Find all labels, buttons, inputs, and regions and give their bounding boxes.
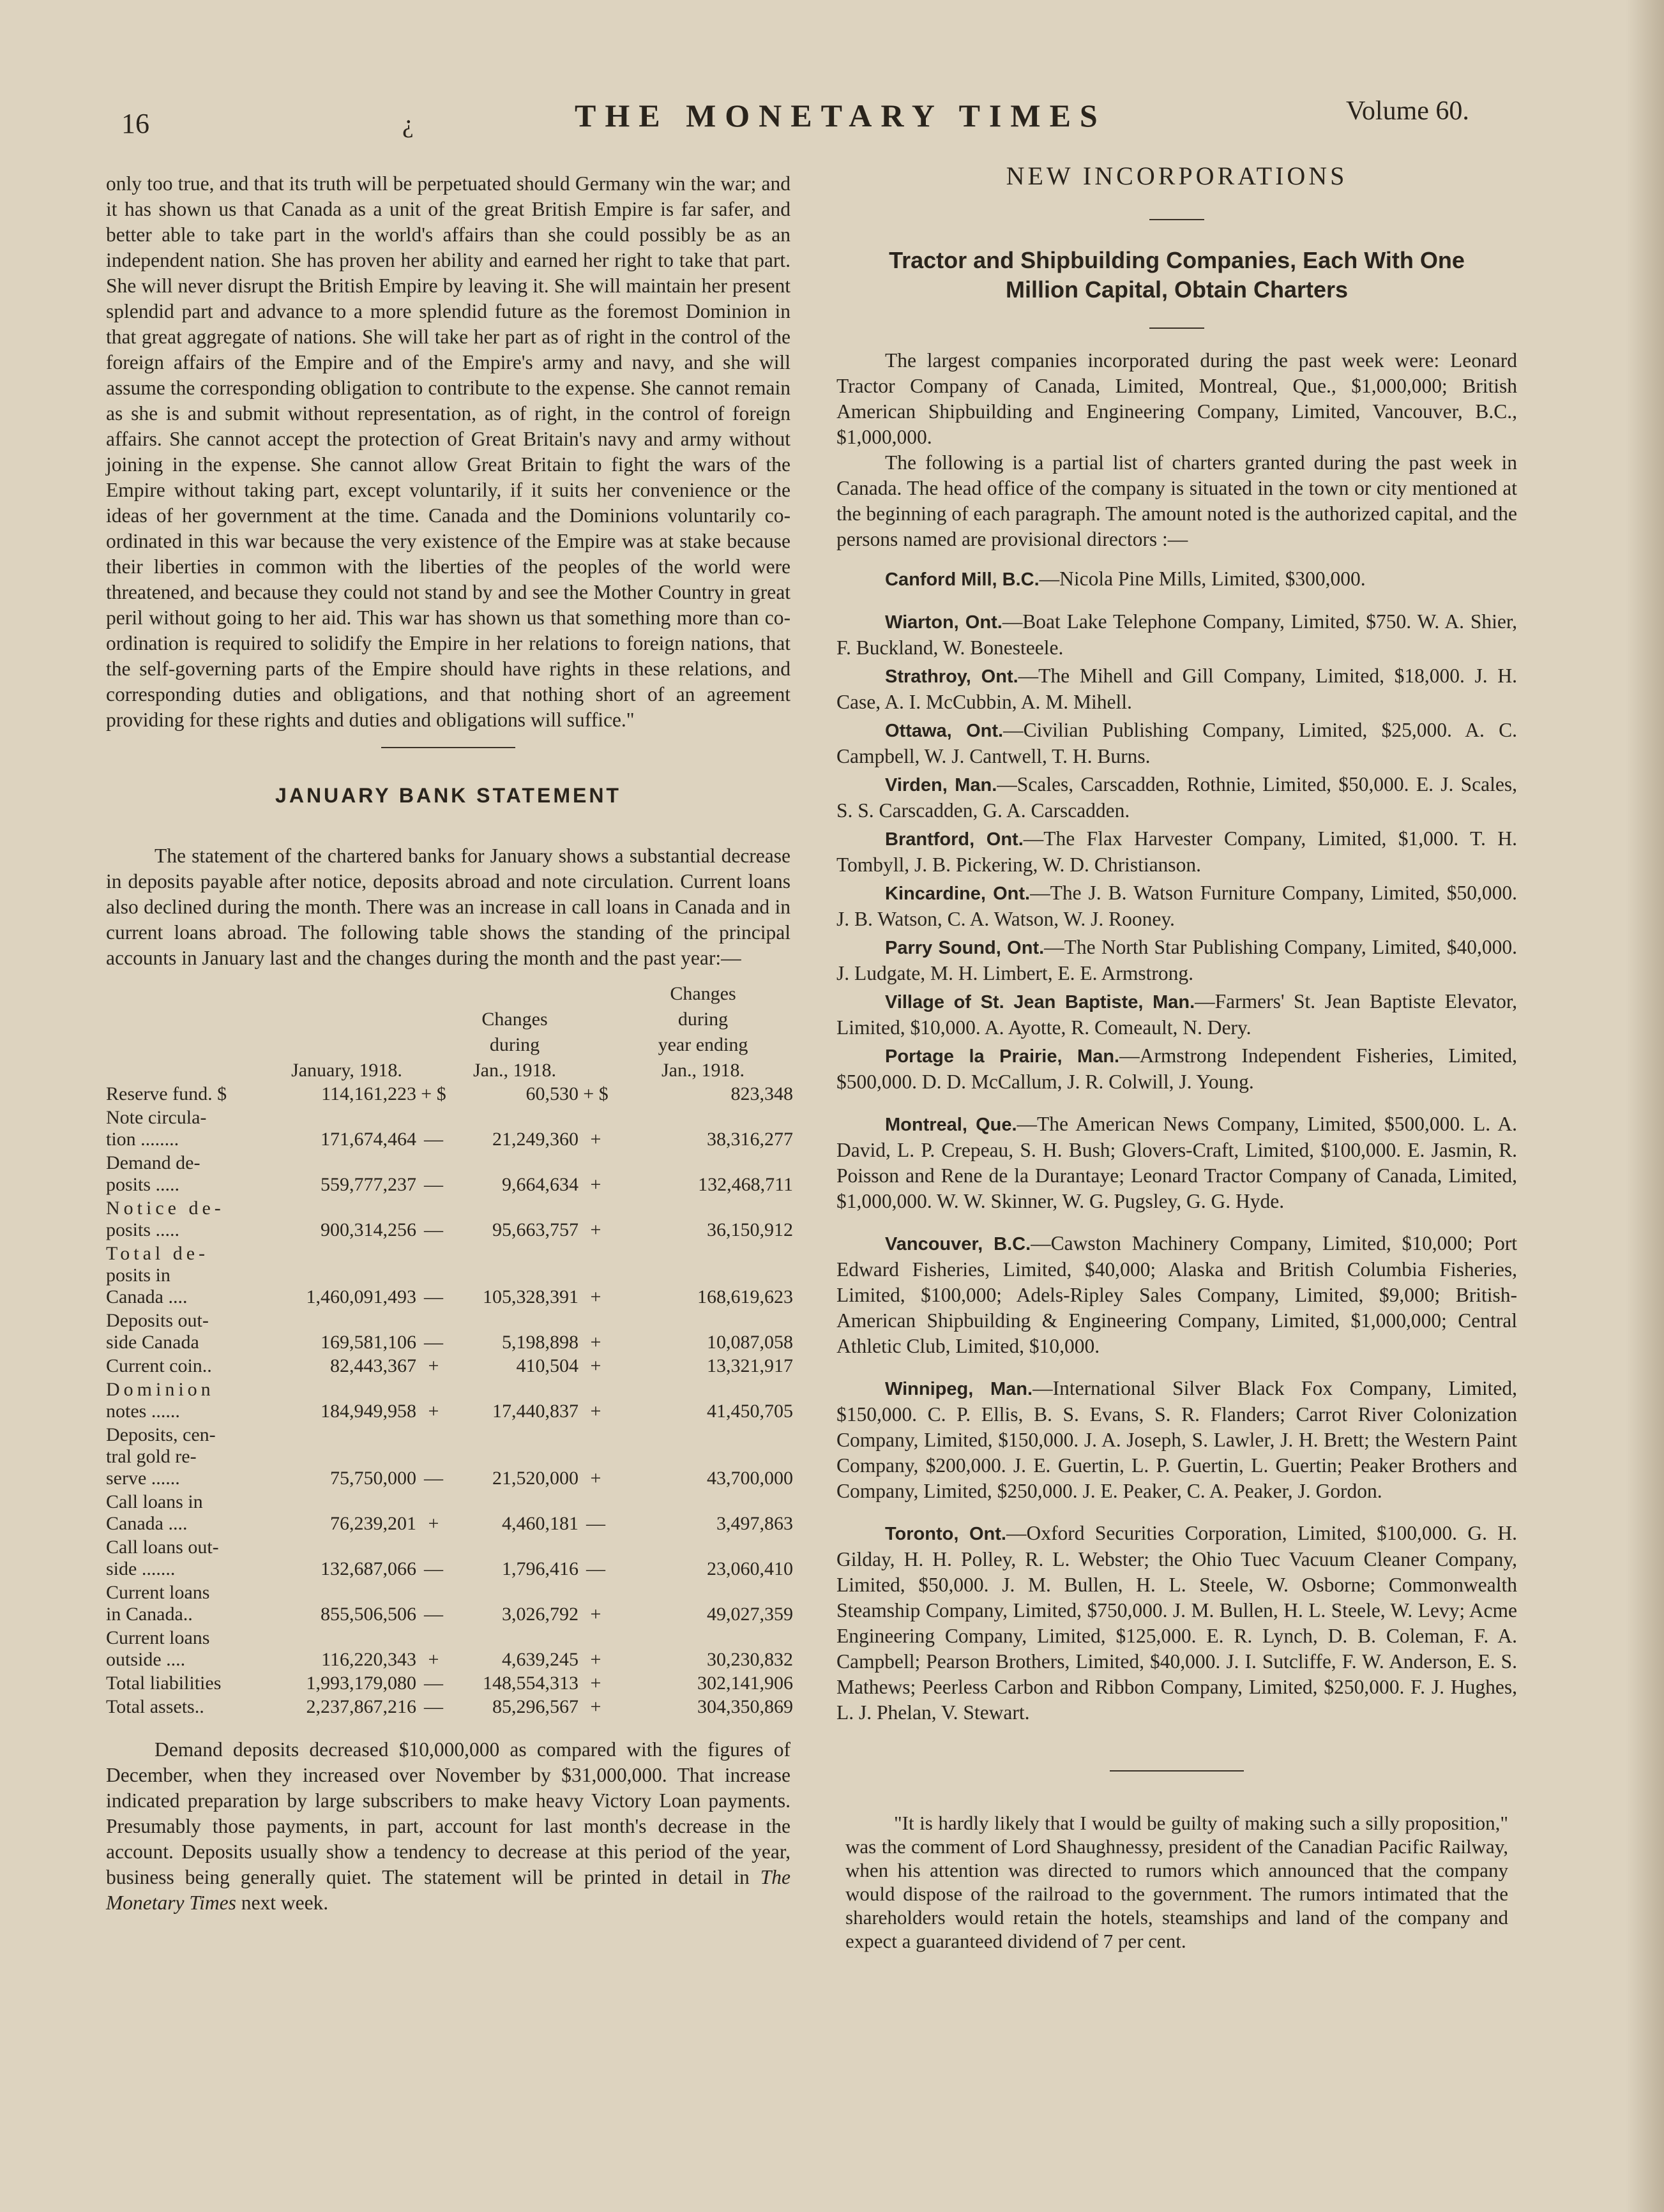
cell-sign-year: +	[590, 1355, 601, 1376]
entry-location: Village of St. Jean Baptiste, Man.	[885, 992, 1195, 1012]
table-row	[106, 1265, 793, 1286]
cell-year-change: 304,350,869	[697, 1696, 793, 1717]
cell-january: 1,993,179,080	[306, 1673, 416, 1694]
table-row	[106, 1604, 793, 1625]
closing-divider	[1110, 1770, 1244, 1772]
incorporations-heading: NEW INCORPORATIONS	[1006, 162, 1348, 190]
col-head-january: January, 1918.	[291, 1060, 402, 1081]
table-row	[106, 1174, 793, 1196]
incorporation-entry	[836, 609, 1517, 661]
cell-month-change: 1,796,416	[502, 1558, 579, 1579]
row-label: Canada ....	[106, 1513, 188, 1534]
section-divider	[381, 747, 515, 748]
entry-location: Wiarton, Ont.	[885, 612, 1002, 633]
incorporation-entry	[836, 1376, 1517, 1504]
cell-year-change: 30,230,832	[707, 1649, 793, 1670]
entry-location: Strathroy, Ont.	[885, 666, 1018, 687]
closing-text: Demand deposits decreased $10,000,000 as compared with the figures of December, when they increased over November by $31,000,000. That increase indicated preparation by large subscribers to make heavy Victory Loan payments. Presumably those payments, in part, account for last month's decrease in the account. Deposits usually show a tendency to decrease at this period of the year, business being generally quiet. The statement will be printed in detail in	[106, 1738, 790, 1888]
incorporation-entry	[836, 826, 1517, 878]
row-label: Total de-	[106, 1243, 209, 1264]
cell-year-change: 13,321,917	[707, 1355, 793, 1376]
cell-sign-year: —	[586, 1558, 605, 1579]
cell-month-change: 410,504	[516, 1355, 579, 1376]
table-row	[106, 1422, 793, 1446]
cell-sign-year: —	[586, 1513, 605, 1534]
cell-sign-year: +	[590, 1332, 601, 1353]
closing-end: next week.	[241, 1892, 329, 1914]
table-row	[106, 1468, 793, 1489]
incorporation-entry	[836, 1521, 1517, 1726]
cell-sign-month: —	[424, 1332, 443, 1353]
cell-january: 116,220,343	[321, 1649, 416, 1670]
table-row	[106, 1446, 793, 1468]
row-label: side Canada	[106, 1332, 199, 1353]
entry-details: —The Mihell and Gill Company, Limited, $18,000. J. H. Case, A. I. McCubbin, A. M. Mihell.	[836, 665, 1517, 713]
row-label: Demand de-	[106, 1152, 200, 1173]
incorporation-entry	[836, 566, 1517, 592]
cell-month-change: 148,554,313	[483, 1673, 579, 1694]
row-label: Call loans out-	[106, 1537, 219, 1558]
cell-sign-month: —	[424, 1219, 443, 1240]
entry-details: —International Silver Black Fox Company, Limited, $150,000. C. P. Ellis, B. S. Evans, S. R. Flanders; Carrot River Colonization Company, Limited, $150,000. J. A. Joseph, S. Lawler, J. H. Brett; the Western Paint Company, $200,000. J. E. Guertin, L. P. Guertin, L. Guertin; Peaker Brothers and Company, Limited, $250,000. J. E. Peaker, C. A. Peaker, J. Gordon.	[836, 1377, 1518, 1502]
cell-year-change: 36,150,912	[707, 1219, 793, 1240]
cell-year-change: 43,700,000	[707, 1468, 793, 1489]
row-label: Deposits out-	[106, 1310, 209, 1331]
incorporation-entry	[836, 1043, 1517, 1095]
cell-month-change: 9,664,634	[502, 1174, 579, 1195]
cell-sign-month: +	[428, 1513, 439, 1534]
entry-location: Montreal, Que.	[885, 1115, 1017, 1135]
cell-year-change: 3,497,863	[716, 1513, 793, 1534]
table-row	[106, 1308, 793, 1332]
table-row	[106, 1671, 793, 1694]
row-label: notes ......	[106, 1401, 180, 1422]
cell-january: 171,674,464	[321, 1129, 416, 1150]
row-label: in Canada..	[106, 1604, 193, 1625]
col-head-year-2: during	[677, 1009, 729, 1030]
cell-year-change: 38,316,277	[707, 1129, 793, 1150]
cell-sign-month: + $	[421, 1083, 446, 1104]
page-number: 16	[121, 108, 149, 139]
row-label: Total liabilities	[106, 1673, 222, 1694]
row-label: tion ........	[106, 1129, 179, 1150]
col-head-year-1: Changes	[670, 983, 736, 1004]
incorporations-intro-2: The following is a partial list of charters granted during the past week in Canada. The head office of the company is situated in the town or city mentioned at the beginning of each paragraph. The amount noted is the authorized capital, and the persons named are provisional directors :—	[836, 451, 1517, 550]
cell-sign-year: +	[590, 1286, 601, 1307]
cell-january: 855,506,506	[321, 1604, 416, 1625]
cell-sign-year: +	[590, 1129, 601, 1150]
entry-details: —Armstrong Independent Fisheries, Limited, $500,000. D. D. McCallum, J. R. Colwill, J. Young.	[836, 1044, 1517, 1093]
table-row	[106, 1353, 793, 1377]
cell-year-change: 168,619,623	[697, 1286, 793, 1307]
table-row	[106, 1535, 793, 1558]
cell-january: 132,687,066	[321, 1558, 416, 1579]
cell-sign-year: +	[590, 1696, 601, 1717]
entry-details: —Nicola Pine Mills, Limited, $300,000.	[1039, 568, 1366, 590]
row-label: Current loans	[106, 1627, 210, 1648]
table-row	[106, 1558, 793, 1580]
cell-sign-year: +	[590, 1174, 601, 1195]
table-row	[106, 1377, 793, 1401]
bank-statement-intro: The statement of the chartered banks for January shows a substantial decrease in deposits payable after notice, deposits abroad and note circulation. Current loans also declined during the month. There was an increase in call loans in Canada and in current loans abroad. The following table shows the standing of the principal accounts in January last and the changes during the month and the past year:—	[106, 845, 790, 969]
entry-location: Kincardine, Ont.	[885, 884, 1031, 904]
entry-location: Canford Mill, B.C.	[885, 569, 1040, 590]
cell-sign-month: —	[424, 1468, 443, 1489]
volume-label: Volume 60.	[1346, 96, 1469, 126]
cell-sign-month: +	[428, 1401, 439, 1422]
article-continuation-text: only too true, and that its truth will be perpetuated should Germany win the war; and it has shown us that Canada as a unit of the great British Empire is far safer, and better able to take part in the world's affairs than she could possibly be as an independent nation. She has proven her ability and earned her right to take that part. She will never disrupt the British Empire by leaving it. She will maintain her present splendid part and advance to a more splendid future as the foremost Dominion in that great aggregate of nations. She will take her part as of right in the control of the foreign affairs of the Empire and of the Empire's army and navy, and she will assume the corresponding obligation to contribute to the expense. She cannot remain as she is and submit without representation, as of right, in the control of foreign affairs. She cannot accept the protection of Great Britain's navy and army without joining in the expense. She cannot allow Great Britain to fight the wars of the Empire without taking part, except voluntarily, if it suits her convenience or the ideas of her government at the time. Canada and the Dominions voluntarily co-ordinated in this war because the very existence of the Empire was at stake because their liberties in common with the liberties of the peoples of the world were threatened, and because they could not stand by and see the Mother Country in great peril without going to her aid. This war has shown us that something more than co-ordination is required to solidify the Empire in her relations to foreign nations, that the self-governing parts of the Empire should have rights in these relations, and corresponding duties and obligations, and that nothing short of an agreement providing for these rights and duties and obligations will suffice."	[106, 172, 790, 731]
cell-sign-year: +	[590, 1468, 601, 1489]
cell-january: 82,443,367	[330, 1355, 416, 1376]
incorporation-entry	[836, 935, 1517, 986]
cell-year-change: 302,141,906	[697, 1673, 793, 1694]
cell-january: 114,161,223	[321, 1083, 416, 1104]
row-label: Canada ....	[106, 1286, 188, 1307]
cell-sign-month: —	[424, 1696, 443, 1717]
table-row	[106, 1649, 793, 1671]
left-column	[106, 171, 793, 1916]
row-label: Note circula-	[106, 1107, 207, 1128]
cell-sign-year: +	[590, 1649, 601, 1670]
cell-month-change: 4,460,181	[502, 1513, 579, 1534]
cell-month-change: 3,026,792	[502, 1604, 579, 1625]
incorporation-entry	[836, 718, 1517, 769]
subhead-rule	[1149, 327, 1204, 329]
incorporation-entry	[836, 663, 1517, 715]
row-label: side .......	[106, 1558, 176, 1579]
row-label: outside ....	[106, 1649, 186, 1670]
incorporation-list	[836, 566, 1517, 1726]
cell-sign-year: + $	[583, 1083, 609, 1104]
table-row	[106, 1129, 793, 1150]
cell-january: 76,239,201	[330, 1513, 416, 1534]
shaughnessy-quote: "It is hardly likely that I would be guilty of making such a silly proposition," was the comment of Lord Shaughnessy, president of the Canadian Pacific Railway, when his attention was directed to rumors which announced that the company would dispose of the railroad to the government. The rumors intimated that the shareholders would retain the hotels, steamships and land of the company and expect a guaranteed dividend of 7 per cent.	[845, 1812, 1508, 1952]
cell-month-change: 21,520,000	[492, 1468, 579, 1489]
cell-sign-month: —	[424, 1174, 443, 1195]
cell-january: 2,237,867,216	[306, 1696, 416, 1717]
row-label: Dominion	[106, 1379, 215, 1400]
row-label: serve ......	[106, 1468, 180, 1489]
cell-month-change: 4,639,245	[502, 1649, 579, 1670]
cell-month-change: 105,328,391	[483, 1286, 579, 1307]
entry-location: Brantford, Ont.	[885, 829, 1024, 850]
col-head-month-2: during	[489, 1034, 540, 1055]
table-row	[106, 1332, 793, 1353]
table-row	[106, 1625, 793, 1649]
entry-location: Portage la Prairie, Man.	[885, 1046, 1120, 1067]
cell-sign-month: +	[428, 1355, 439, 1376]
cell-month-change: 21,249,360	[492, 1129, 579, 1150]
cell-sign-year: +	[590, 1219, 601, 1240]
bank-statement-table	[106, 981, 793, 1718]
row-label: posits .....	[106, 1219, 180, 1240]
entry-location: Vancouver, B.C.	[885, 1234, 1031, 1254]
col-head-month-3: Jan., 1918.	[473, 1060, 556, 1081]
incorporation-entry	[836, 880, 1517, 932]
entry-details: —Farmers' St. Jean Baptiste Elevator, Limited, $10,000. A. Ayotte, R. Comeault, N. Dery.	[836, 990, 1517, 1039]
row-label: posits .....	[106, 1174, 180, 1195]
entry-details: —The American News Company, Limited, $500,000. L. A. David, L. P. Crepeau, S. H. Bush; Glovers-Craft, Limited, $100,000. E. Jasmin, R. Poisson and Rene de la Durantaye; Leonard Tractor Company of Canada, Limited, $1,000,000. W. W. Skinner, W. G. Pugsley, G. G. Hyde.	[836, 1113, 1517, 1212]
cell-month-change: 85,296,567	[492, 1696, 579, 1717]
heading-rule	[1149, 219, 1204, 220]
cell-year-change: 23,060,410	[707, 1558, 793, 1579]
row-label: Call loans in	[106, 1491, 203, 1512]
bank-statement-heading: JANUARY BANK STATEMENT	[275, 784, 621, 807]
entry-details: —Cawston Machinery Company, Limited, $10,000; Port Edward Fisheries, Limited, $40,000; Alaska and British Columbia Fisheries, Limited, $100,000; Adels-Ripley Sales Company, Limited, $9,000; British-American Shipbuilding & Engineering Company, Limited, $1,000,000; Central Athletic Club, Limited, $10,000.	[836, 1232, 1518, 1357]
cell-sign-month: —	[424, 1286, 443, 1307]
entry-location: Virden, Man.	[885, 775, 997, 795]
row-label: Notice de-	[106, 1198, 225, 1219]
entry-details: —Oxford Securities Corporation, Limited, $100,000. G. H. Gilday, H. H. Polley, R. L. Webster; the Ohio Tuec Vacuum Cleaner Company, Limited, $50,000. J. M. Bullen, H. L. Steele, W. Osborne; Commonwealth Steamship Company, Limited, $750,000. J. M. Bullen, H. L. Steele, W. Levy; Acme Engineering Company, Limited, $125,000. E. R. Lynch, D. B. Coleman, F. A. Campbell; Pearson Brothers, Limited, $40,000. J. I. Sutcliffe, F. W. Anderson, E. S. Mathews; Peerless Carbon and Ribbon Company, Limited, $250,000. F. J. Hughes, L. J. Phelan, V. Stewart.	[836, 1522, 1517, 1724]
row-label: Total assets..	[106, 1696, 204, 1717]
cell-month-change: 17,440,837	[492, 1401, 579, 1422]
cell-sign-year: +	[590, 1673, 601, 1694]
table-row	[106, 1401, 793, 1422]
incorporations-subhead-1: Tractor and Shipbuilding Companies, Each With One	[889, 247, 1465, 273]
entry-location: Ottawa, Ont.	[885, 721, 1004, 741]
table-row	[106, 1513, 793, 1535]
row-label: posits in	[106, 1265, 170, 1286]
cell-year-change: 41,450,705	[707, 1401, 793, 1422]
cell-year-change: 10,087,058	[707, 1332, 793, 1353]
closing-italic-title: The Monetary Times	[106, 1866, 790, 1914]
incorporations-intro-1: The largest companies incorporated during the past week were: Leonard Tractor Company of Canada, Limited, Montreal, Que., $1,000,000; British American Shipbuilding and Engineering Company, Limited, Vancouver, B.C., $1,000,000.	[836, 349, 1517, 448]
cell-sign-month: —	[424, 1558, 443, 1579]
cell-sign-year: +	[590, 1401, 601, 1422]
entry-details: —The J. B. Watson Furniture Company, Limited, $50,000. J. B. Watson, C. A. Watson, W. J. Rooney.	[836, 882, 1517, 930]
entry-location: Parry Sound, Ont.	[885, 938, 1045, 958]
cell-january: 169,581,106	[321, 1332, 416, 1353]
cell-sign-year: +	[590, 1604, 601, 1625]
cell-sign-month: —	[424, 1673, 443, 1694]
cell-year-change: 49,027,359	[707, 1604, 793, 1625]
entry-details: —Scales, Carscadden, Rothnie, Limited, $50,000. E. J. Scales, S. S. Carscadden, G. A. Carscadden.	[836, 773, 1517, 822]
cell-year-change: 823,348	[730, 1083, 793, 1104]
row-label: Current loans	[106, 1582, 210, 1603]
table-row	[106, 1196, 793, 1219]
cell-month-change: 95,663,757	[492, 1219, 579, 1240]
cell-month-change: 5,198,898	[502, 1332, 579, 1353]
bank-statement-closing	[106, 1737, 790, 1916]
incorporations-subhead-2: Million Capital, Obtain Charters	[1005, 276, 1349, 303]
table-row	[106, 1083, 793, 1105]
col-head-year-4: Jan., 1918.	[662, 1060, 745, 1081]
table-row	[106, 1286, 793, 1308]
entry-details: —The Flax Harvester Company, Limited, $1,000. T. H. Tombyll, J. B. Pickering, W. D. Christianson.	[836, 827, 1517, 876]
printer-mark: ¿	[402, 109, 414, 138]
page-edge-shadow	[1626, 0, 1664, 2212]
cell-january: 1,460,091,493	[306, 1286, 416, 1307]
table-row	[106, 1489, 793, 1513]
cell-sign-month: +	[428, 1649, 439, 1670]
table-row	[106, 1580, 793, 1604]
cell-sign-month: —	[424, 1129, 443, 1150]
cell-january: 900,314,256	[321, 1219, 416, 1240]
incorporation-entry	[836, 1231, 1517, 1359]
incorporation-entry	[836, 772, 1517, 824]
cell-sign-month: —	[424, 1604, 443, 1625]
incorporation-entry	[836, 1111, 1517, 1214]
entry-details: —Boat Lake Telephone Company, Limited, $750. W. A. Shier, F. Buckland, W. Bonesteele.	[836, 610, 1517, 659]
table-row	[106, 1150, 793, 1174]
table-row	[106, 1105, 793, 1129]
table-row	[106, 1241, 793, 1265]
table-row	[106, 1219, 793, 1241]
row-label: Current coin..	[106, 1355, 212, 1376]
table-header-row	[106, 981, 793, 1007]
entry-location: Toronto, Ont.	[885, 1524, 1006, 1544]
row-label: Deposits, cen-	[106, 1424, 216, 1445]
cell-january: 75,750,000	[330, 1468, 416, 1489]
entry-details: —Civilian Publishing Company, Limited, $25,000. A. C. Campbell, W. J. Cantwell, T. H. Burns.	[836, 719, 1517, 767]
publication-title: THE MONETARY TIMES	[575, 98, 1107, 133]
cell-month-change: 60,530	[526, 1083, 579, 1104]
row-label: tral gold re-	[106, 1446, 197, 1467]
cell-january: 559,777,237	[321, 1174, 416, 1195]
entry-location: Winnipeg, Man.	[885, 1379, 1033, 1399]
row-label: Reserve fund. $	[106, 1083, 227, 1104]
col-head-month-1: Changes	[481, 1009, 548, 1030]
entry-details: —The North Star Publishing Company, Limited, $40,000. J. Ludgate, M. H. Limbert, E. E. Armstrong.	[836, 936, 1517, 984]
table-row	[106, 1694, 793, 1718]
cell-year-change: 132,468,711	[698, 1174, 793, 1195]
right-column	[836, 161, 1517, 1953]
cell-january: 184,949,958	[321, 1401, 416, 1422]
incorporation-entry	[836, 989, 1517, 1041]
col-head-year-3: year ending	[658, 1034, 748, 1055]
